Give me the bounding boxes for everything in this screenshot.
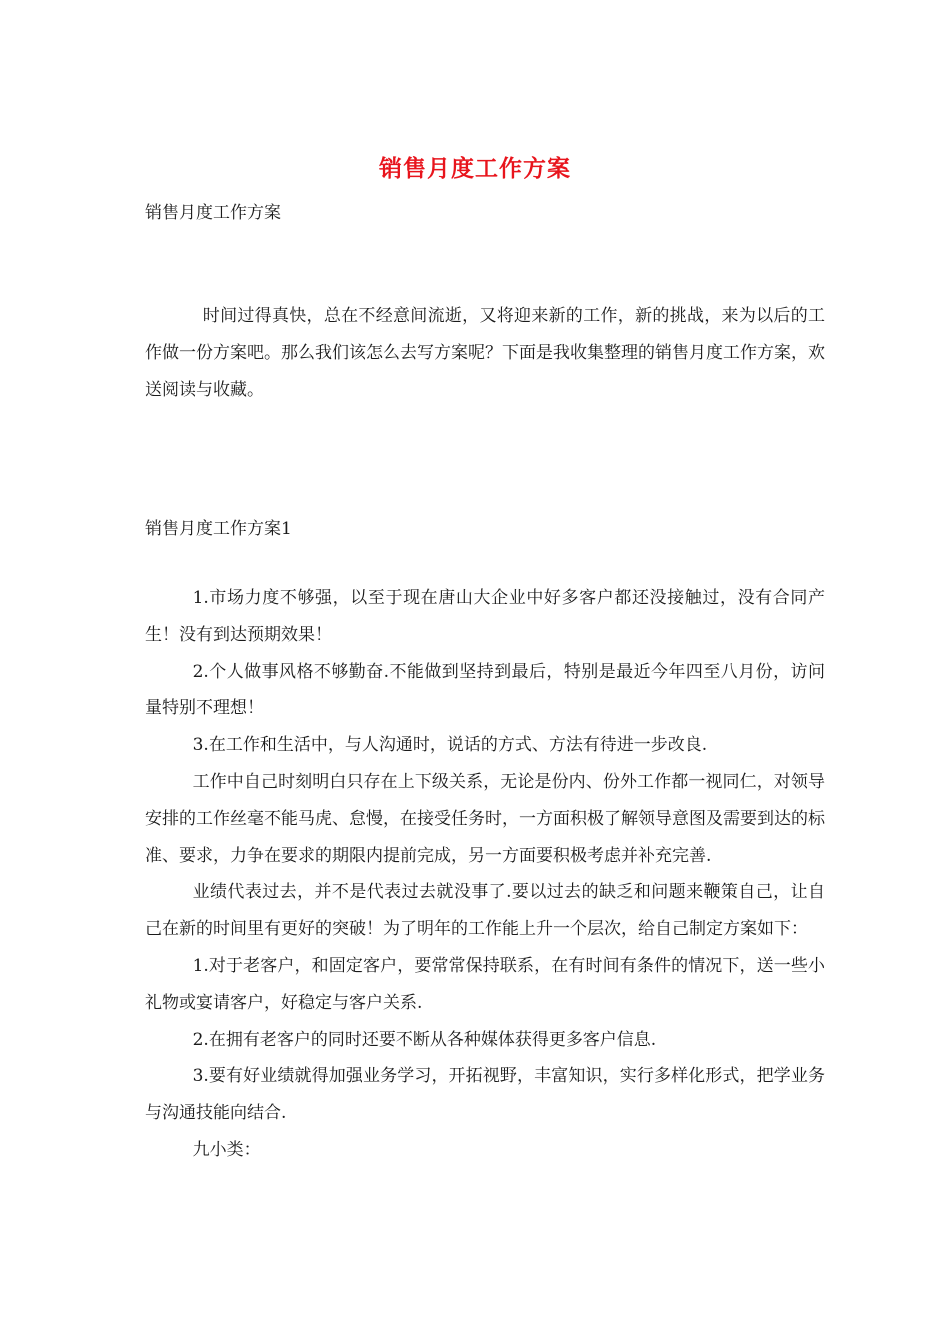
body-paragraph: 2.个人做事风格不够勤奋.不能做到坚持到最后，特别是最近今年四至八月份，访问量特别不理想！ — [145, 661, 825, 719]
body-paragraph: 3.在工作和生活中，与人沟通时，说话的方式、方法有待进一步改良. — [192, 735, 708, 756]
body-paragraph: 九小类： — [192, 1139, 261, 1160]
section-heading: 销售月度工作方案1 — [145, 519, 292, 539]
body-paragraph: 3.要有好业绩就得加强业务学习，开拓视野，丰富知识，实行多样化形式，把学业务与沟通技能向结合. — [145, 1066, 825, 1124]
intro-paragraph: 时间过得真快，总在不经意间流逝，又将迎来新的工作，新的挑战，来为以后的工作做一份方案吧。那么我们该怎么去写方案呢？下面是我收集整理的销售月度工作方案，欢送阅读与收藏。 — [145, 306, 825, 400]
body-paragraph: 工作中自己时刻明白只存在上下级关系，无论是份内、份外工作都一视同仁，对领导安排的工作丝毫不能马虎、怠慢，在接受任务时，一方面积极了解领导意图及需要到达的标准、要求，力争在要求的期限内提前完成，另一方面要积极考虑并补充完善. — [145, 771, 825, 866]
body-paragraph: 1.对于老客户，和固定客户，要常常保持联系，在有时间有条件的情况下，送一些小礼物或宴请客户，好稳定与客户关系. — [145, 955, 825, 1013]
document-subtitle: 销售月度工作方案 — [145, 203, 281, 223]
section-body — [145, 580, 825, 1169]
body-paragraph: 1.市场力度不够强，以至于现在唐山大企业中好多客户都还没接触过，没有合同产生！没有到达预期效果！ — [145, 588, 825, 645]
body-paragraph: 2.在拥有老客户的同时还要不断从各种媒体获得更多客户信息. — [192, 1029, 657, 1050]
document-title: 销售月度工作方案 — [379, 155, 571, 182]
body-paragraph: 业绩代表过去，并不是代表过去就没事了.要以过去的缺乏和问题来鞭策自己，让自己在新的时间里有更好的突破！为了明年的工作能上升一个层次，给自己制定方案如下： — [145, 882, 825, 940]
